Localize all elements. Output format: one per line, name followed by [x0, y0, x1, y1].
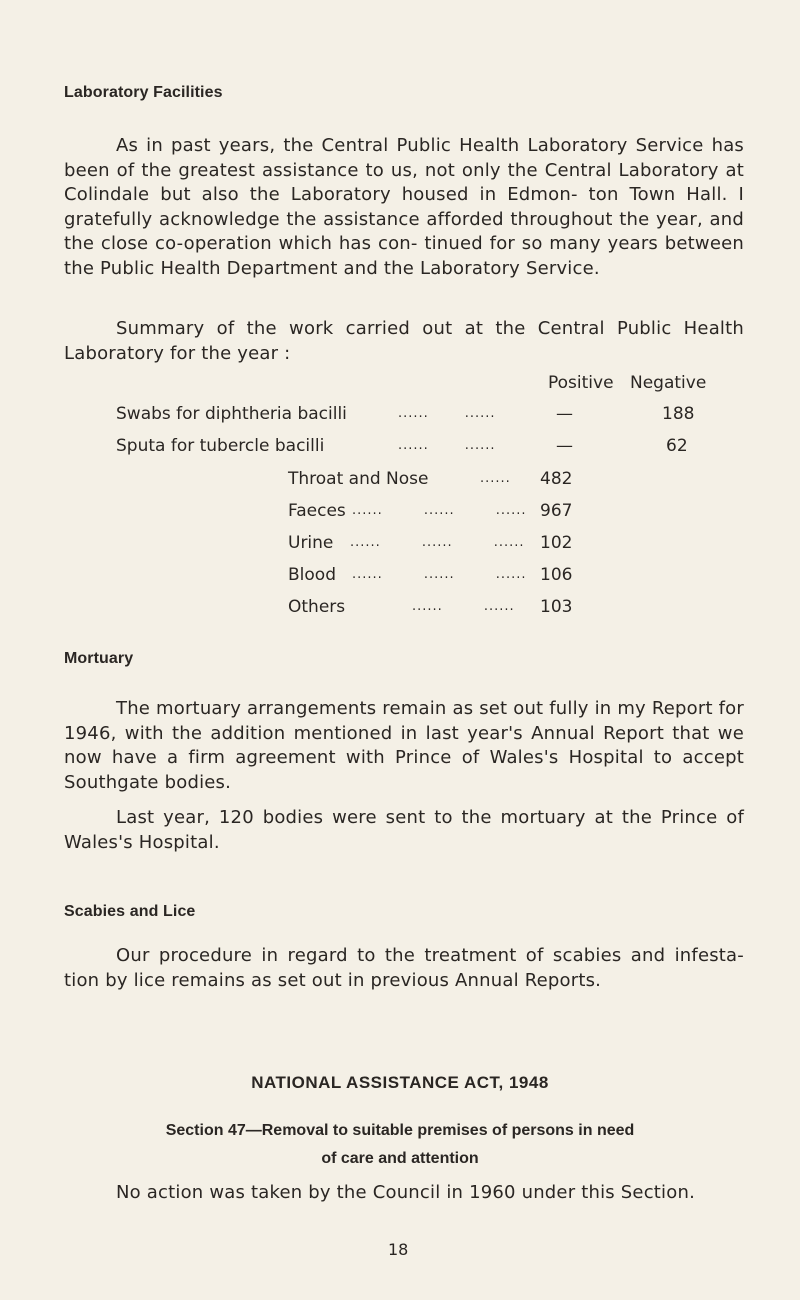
leader-dots: ...... ...... ...... [352, 503, 527, 518]
row-negative: 188 [662, 404, 695, 424]
mortuary-heading: Mortuary [64, 650, 134, 667]
row-label: Throat and Nose [288, 469, 429, 489]
scabies-paragraph-1: Our procedure in regard to the treatment of scabies and infesta- tion by lice remains as set out in previous Annual Reports. [64, 945, 744, 991]
row-positive: 106 [540, 565, 573, 585]
section-47-title-line-2: of care and attention [321, 1150, 479, 1167]
row-positive: — [556, 436, 573, 456]
national-assistance-heading: NATIONAL ASSISTANCE ACT, 1948 [251, 1073, 549, 1092]
row-label: Others [288, 597, 346, 617]
row-positive: 967 [540, 501, 573, 521]
page-number: 18 [388, 1240, 409, 1259]
laboratory-heading: Laboratory Facilities [64, 84, 223, 101]
leader-dots: ...... ...... ...... [350, 535, 525, 550]
section-47-title-line-1: Section 47—Removal to suitable premises of persons in need [165, 1122, 635, 1139]
row-label: Swabs for diphtheria bacilli [116, 404, 347, 424]
mortuary-paragraph-2: Last year, 120 bodies were sent to the mortuary at the Prince of Wales's Hospital. [64, 807, 744, 853]
leader-dots: ...... ...... ...... [352, 567, 527, 582]
scabies-heading: Scabies and Lice [64, 903, 196, 920]
leader-dots: ...... ...... [412, 599, 515, 614]
row-label: Urine [288, 533, 334, 553]
row-positive: 482 [540, 469, 573, 489]
leader-dots: ...... [480, 471, 511, 486]
row-label: Blood [288, 565, 336, 585]
laboratory-paragraph-2: Summary of the work carried out at the Central Public Health Laboratory for the year : [64, 318, 744, 364]
leader-dots: ...... ...... [398, 438, 496, 453]
col-header-negative: Negative [630, 373, 707, 393]
row-negative: 62 [666, 436, 688, 456]
row-positive: — [556, 404, 573, 424]
row-positive: 102 [540, 533, 573, 553]
col-header-positive: Positive [548, 373, 614, 393]
national-assistance-paragraph: No action was taken by the Council in 1960 under this Section. [116, 1182, 695, 1203]
mortuary-paragraph-1: The mortuary arrangements remain as set out fully in my Report for 1946, with the addition mentioned in last year's Annual Report that we now have a firm agreement with Prince of Wales's Hospital to accept Southgate bodies. [64, 698, 744, 793]
row-label: Sputa for tubercle bacilli [116, 436, 325, 456]
leader-dots: ...... ...... [398, 406, 496, 421]
laboratory-paragraph-1: As in past years, the Central Public Health Laboratory Service has been of the greatest assistance to us, not only the Central Laboratory at Colindale but also the Laboratory housed in Edmon- ton Town Hall. I gratefully acknowledge the assistance afforded throughout the year, and the close co-operation which has con- tinued for so many years between the Public Health Department and the Laboratory Service. [64, 135, 744, 279]
row-label: Faeces [288, 501, 346, 521]
row-positive: 103 [540, 597, 573, 617]
